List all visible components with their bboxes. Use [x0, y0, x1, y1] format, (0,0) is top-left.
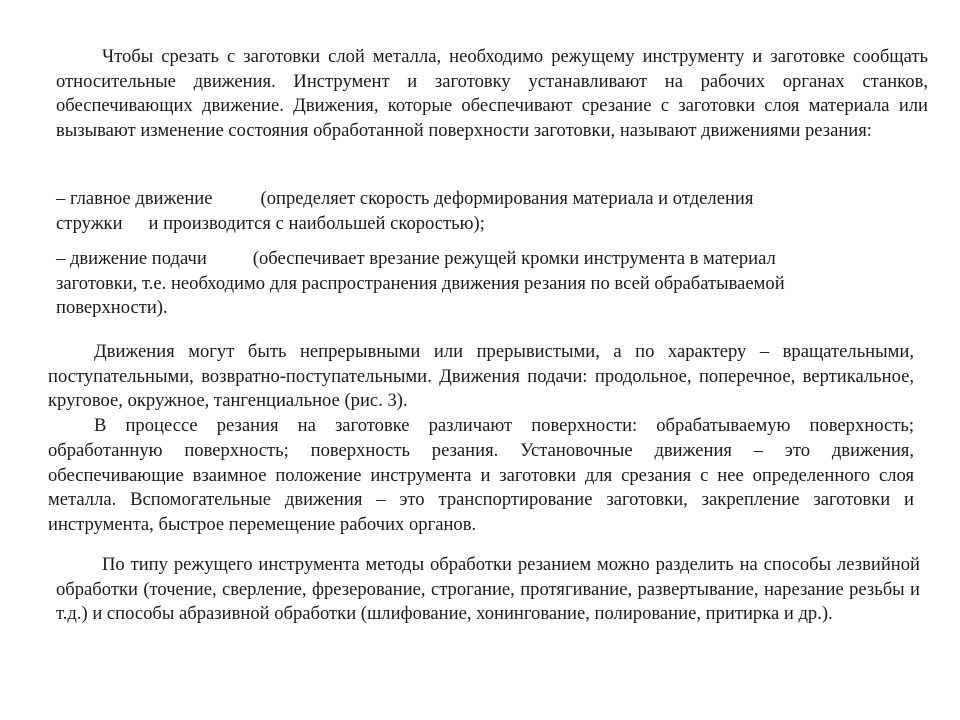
feed-motion-explanation-line1: (обеспечивает врезание режущей кромки инструмента в материал	[252, 248, 776, 269]
main-motion-explanation-line1: (определяет скорость деформирования материала и отделения	[260, 188, 754, 209]
main-motion-line1	[56, 187, 856, 212]
feed-motion-item	[56, 247, 896, 321]
feed-motion-term: – движение подачи	[56, 248, 207, 269]
main-motion-item	[56, 187, 856, 236]
intro-paragraph: Чтобы срезать с заготовки слой металла, необходимо режущему инструменту и заготовке сообщать относительные движения. Инструмент и заготовку устанавливают на рабочих органах станков, обеспечивающих движение. Движения, которые обеспечивают срезание с заготовки слоя материала или вызывают изменение состояния обработанной поверхности заготовки, называют движениями резания:	[56, 46, 928, 142]
main-motion-line2-start: стружки	[56, 212, 123, 234]
main-motion-explanation-line2: и производится с наибольшей скоростью);	[148, 212, 485, 234]
main-motion-term: – главное движение	[56, 188, 213, 209]
surfaces-paragraph: В процессе резания на заготовке различают поверхности: обрабатываемую поверхность; обработанную поверхность; поверхность резания. Установочные движения – это движения, обеспечивающие взаимное положение инструмента и заготовки для срезания с нее определенного слоя металла. Вспомогательные движения – это транспортирование заготовки, закрепление заготовки и инструмента, быстрое перемещение рабочих органов.	[48, 415, 914, 535]
feed-motion-line1	[56, 247, 896, 272]
main-motion-line2	[56, 212, 856, 237]
methods-paragraph: По типу режущего инструмента методы обработки резанием можно разделить на способы лезвийной обработки (точение, сверление, фрезерование, строгание, протягивание, развертывание, нарезание резьбы и т.д.) и способы абразивной обработки (шлифование, хонингование, полирование, притирка и др.).	[56, 554, 920, 625]
feed-motion-line3: поверхности).	[56, 297, 168, 319]
motions-section	[48, 340, 914, 538]
feed-motion-line2: заготовки, т.е. необходимо для распространения движения резания по всей обрабатываемой	[56, 272, 785, 294]
motions-paragraph: Движения могут быть непрерывными или прерывистыми, а по характеру – вращательными, поступательными, возвратно-поступательными. Движения подачи: продольное, поперечное, вертикальное, круговое, окружное, тангенциальное (рис. 3).	[48, 341, 914, 412]
